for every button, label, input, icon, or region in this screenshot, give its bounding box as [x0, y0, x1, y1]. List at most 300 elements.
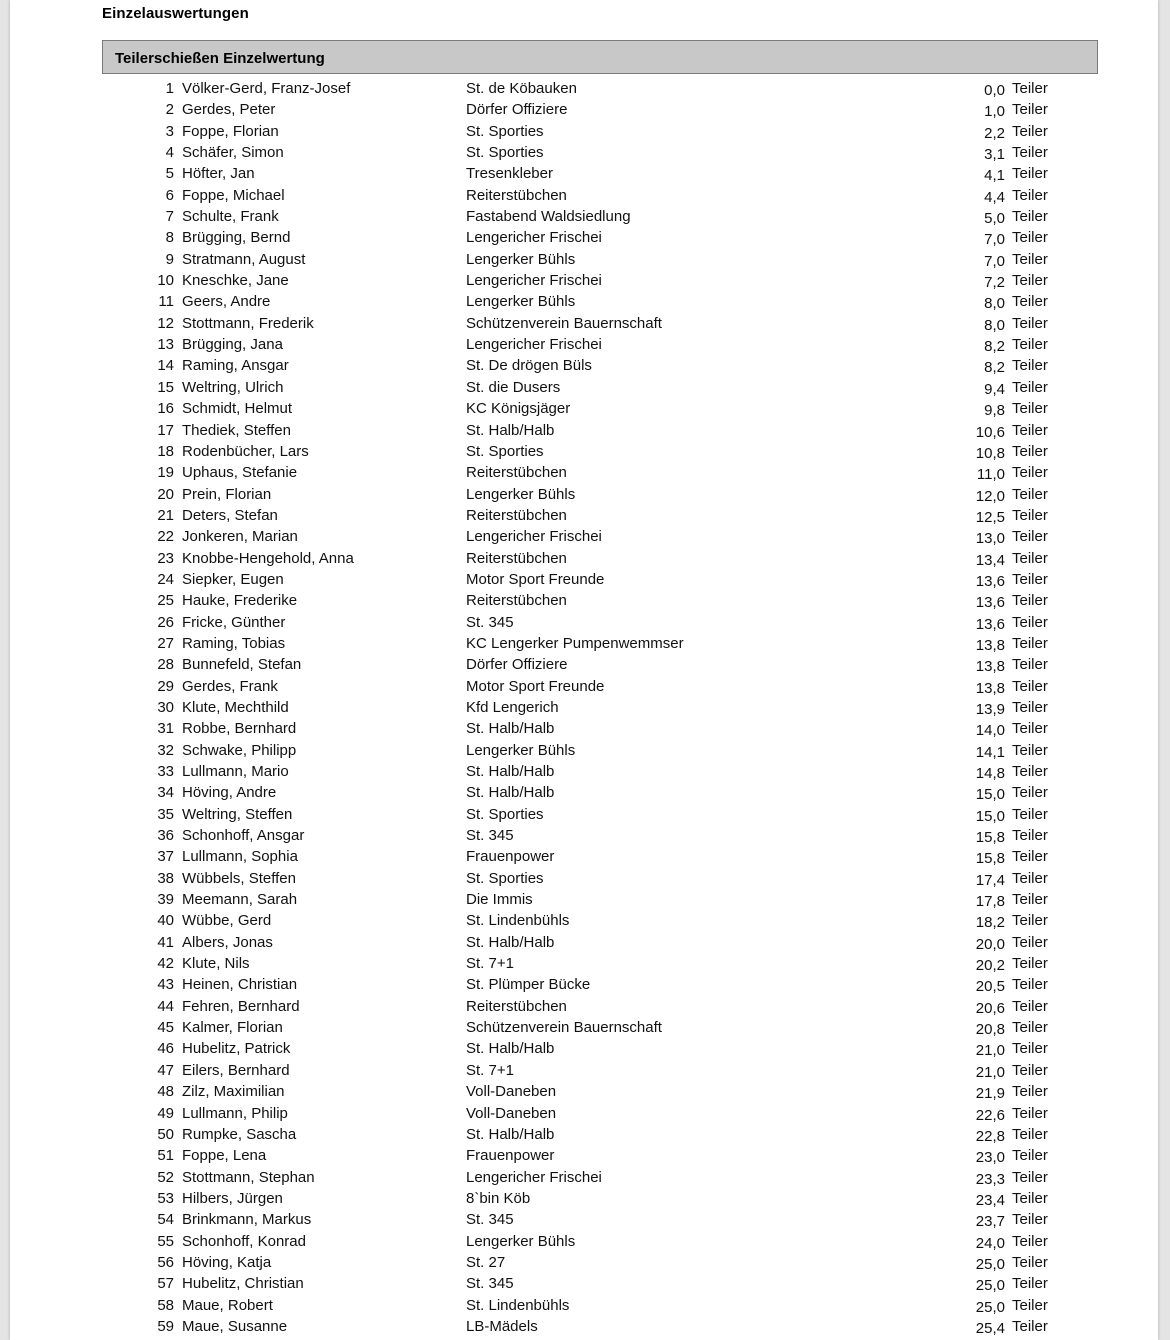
- result-row: [10, 1210, 1158, 1231]
- result-row: [10, 1061, 1158, 1082]
- result-row: [10, 911, 1158, 932]
- result-value: 2,2: [984, 124, 1005, 142]
- result-club: Lengericher Frischei: [466, 1168, 602, 1186]
- result-name: Eilers, Bernhard: [182, 1061, 290, 1079]
- result-club: Schützenverein Bauernschaft: [466, 1019, 662, 1037]
- result-club: Reiterstübchen: [466, 506, 567, 524]
- result-unit: Teiler: [1012, 1083, 1048, 1101]
- result-rank: 6: [165, 186, 174, 204]
- result-rank: 3: [165, 122, 174, 140]
- result-row: [10, 1146, 1158, 1167]
- result-rank: 53: [157, 1189, 174, 1207]
- result-row: [10, 1018, 1158, 1039]
- result-value: 23,3: [975, 1170, 1005, 1188]
- result-unit: Teiler: [1012, 677, 1048, 695]
- result-unit: Teiler: [1012, 421, 1048, 439]
- result-row: [10, 1039, 1158, 1060]
- result-value: 13,8: [975, 636, 1005, 654]
- result-row: [10, 1104, 1158, 1125]
- result-row: [10, 164, 1158, 185]
- result-row: [10, 613, 1158, 634]
- result-row: [10, 186, 1158, 207]
- result-rank: 39: [157, 891, 174, 909]
- result-name: Hubelitz, Christian: [182, 1275, 304, 1293]
- result-row: [10, 228, 1158, 249]
- result-value: 25,0: [975, 1298, 1005, 1316]
- result-value: 13,6: [975, 572, 1005, 590]
- result-club: St. 345: [466, 1211, 514, 1229]
- result-club: St. Halb/Halb: [466, 784, 555, 802]
- result-value: 20,6: [975, 999, 1005, 1017]
- result-name: Klute, Mechthild: [182, 698, 289, 716]
- result-club: St. Sporties: [466, 805, 544, 823]
- result-rank: 12: [157, 314, 174, 332]
- result-value: 4,4: [984, 188, 1005, 206]
- result-name: Schäfer, Simon: [182, 144, 284, 162]
- result-unit: Teiler: [1012, 976, 1048, 994]
- result-value: 25,0: [975, 1277, 1005, 1295]
- result-name: Schmidt, Helmut: [182, 400, 293, 418]
- result-club: Motor Sport Freunde: [466, 677, 605, 695]
- result-name: Lullmann, Philip: [182, 1104, 288, 1122]
- result-value: 8,0: [984, 295, 1005, 313]
- result-rank: 7: [165, 208, 174, 226]
- result-rank: 47: [157, 1061, 174, 1079]
- result-unit: Teiler: [1012, 592, 1048, 610]
- result-rank: 24: [157, 570, 174, 588]
- result-value: 13,4: [975, 551, 1005, 569]
- result-unit: Teiler: [1012, 1296, 1048, 1314]
- result-value: 13,0: [975, 530, 1005, 548]
- result-rank: 21: [157, 506, 174, 524]
- result-name: Uphaus, Stefanie: [182, 464, 298, 482]
- result-name: Robbe, Bernhard: [182, 720, 297, 738]
- result-row: [10, 634, 1158, 655]
- result-row: [10, 1189, 1158, 1210]
- result-value: 23,0: [975, 1149, 1005, 1167]
- result-rank: 9: [165, 250, 174, 268]
- result-row: [10, 954, 1158, 975]
- result-name: Raming, Tobias: [182, 634, 286, 652]
- result-row: [10, 506, 1158, 527]
- result-value: 4,1: [984, 167, 1005, 185]
- result-name: Meemann, Sarah: [182, 891, 298, 909]
- result-name: Prein, Florian: [182, 485, 272, 503]
- result-club: St. de Köbauken: [466, 80, 577, 97]
- result-name: Hubelitz, Patrick: [182, 1040, 291, 1058]
- result-value: 3,1: [984, 146, 1005, 164]
- result-club: KC Königsjäger: [466, 400, 571, 418]
- result-unit: Teiler: [1012, 464, 1048, 482]
- document-title: Einzelauswertungen: [102, 5, 249, 22]
- result-club: St. 27: [466, 1253, 506, 1271]
- result-rank: 54: [157, 1211, 174, 1229]
- result-rank: 44: [157, 997, 174, 1015]
- result-club: St. Halb/Halb: [466, 933, 555, 951]
- result-club: LB-Mädels: [466, 1317, 538, 1335]
- result-value: 13,9: [975, 700, 1005, 718]
- result-row: [10, 442, 1158, 463]
- result-rank: 55: [157, 1232, 174, 1250]
- result-rank: 16: [157, 400, 174, 418]
- result-club: Fastabend Waldsiedlung: [466, 208, 631, 226]
- result-name: Höving, Andre: [182, 784, 277, 802]
- result-name: Bunnefeld, Stefan: [182, 656, 302, 674]
- result-club: Schützenverein Bauernschaft: [466, 314, 662, 332]
- result-unit: Teiler: [1012, 1104, 1048, 1122]
- result-name: Maue, Susanne: [182, 1317, 288, 1335]
- result-rank: 42: [157, 955, 174, 973]
- result-name: Kneschke, Jane: [182, 272, 289, 290]
- result-rank: 43: [157, 976, 174, 994]
- result-name: Brügging, Jana: [182, 336, 283, 354]
- result-unit: Teiler: [1012, 229, 1048, 247]
- result-row: [10, 677, 1158, 698]
- result-unit: Teiler: [1012, 1211, 1048, 1229]
- result-rank: 51: [157, 1147, 174, 1165]
- result-club: Voll-Daneben: [466, 1083, 557, 1101]
- result-rank: 2: [165, 101, 174, 119]
- result-row: [10, 79, 1158, 100]
- result-value: 7,2: [984, 274, 1005, 292]
- result-name: Jonkeren, Marian: [182, 528, 298, 546]
- result-row: [10, 698, 1158, 719]
- result-rank: 56: [157, 1253, 174, 1271]
- result-value: 20,5: [975, 978, 1005, 996]
- result-row: [10, 207, 1158, 228]
- result-unit: Teiler: [1012, 613, 1048, 631]
- result-value: 15,0: [975, 786, 1005, 804]
- result-unit: Teiler: [1012, 912, 1048, 930]
- result-club: Lengerker Bühls: [466, 485, 576, 503]
- result-name: Schonhoff, Konrad: [182, 1232, 306, 1250]
- result-name: Zilz, Maximilian: [182, 1083, 285, 1101]
- result-rank: 34: [157, 784, 174, 802]
- result-row: [10, 421, 1158, 442]
- result-unit: Teiler: [1012, 144, 1048, 162]
- result-unit: Teiler: [1012, 101, 1048, 119]
- result-unit: Teiler: [1012, 827, 1048, 845]
- result-club: St. 345: [466, 1275, 514, 1293]
- result-unit: Teiler: [1012, 784, 1048, 802]
- result-club: St. Halb/Halb: [466, 1125, 555, 1143]
- result-value: 13,8: [975, 658, 1005, 676]
- result-row: [10, 292, 1158, 313]
- result-club: St. Sporties: [466, 442, 544, 460]
- result-value: 24,0: [975, 1234, 1005, 1252]
- result-unit: Teiler: [1012, 1317, 1048, 1335]
- result-unit: Teiler: [1012, 122, 1048, 140]
- result-club: Kfd Lengerich: [466, 698, 559, 716]
- result-row: [10, 975, 1158, 996]
- result-unit: Teiler: [1012, 1275, 1048, 1293]
- result-rank: 22: [157, 528, 174, 546]
- result-row: [10, 570, 1158, 591]
- result-value: 10,6: [975, 423, 1005, 441]
- result-unit: Teiler: [1012, 720, 1048, 738]
- result-club: St. Halb/Halb: [466, 720, 555, 738]
- result-row: [10, 1168, 1158, 1189]
- result-rank: 4: [165, 144, 174, 162]
- result-club: St. 345: [466, 827, 514, 845]
- result-row: [10, 1317, 1158, 1338]
- result-rank: 13: [157, 336, 174, 354]
- result-unit: Teiler: [1012, 1019, 1048, 1037]
- result-row: [10, 143, 1158, 164]
- result-value: 18,2: [975, 914, 1005, 932]
- result-name: Schwake, Philipp: [182, 741, 297, 759]
- result-name: Deters, Stefan: [182, 506, 278, 524]
- result-club: St. Sporties: [466, 869, 544, 887]
- result-row: [10, 1296, 1158, 1317]
- result-rank: 37: [157, 848, 174, 866]
- result-club: Reiterstübchen: [466, 186, 567, 204]
- result-value: 21,9: [975, 1085, 1005, 1103]
- result-row: [10, 271, 1158, 292]
- result-name: Maue, Robert: [182, 1296, 273, 1314]
- result-row: [10, 1253, 1158, 1274]
- result-name: Foppe, Lena: [182, 1147, 267, 1165]
- result-name: Hauke, Frederike: [182, 592, 298, 610]
- result-club: Dörfer Offiziere: [466, 101, 568, 119]
- result-club: Frauenpower: [466, 848, 555, 866]
- result-club: Lengerker Bühls: [466, 250, 576, 268]
- result-name: Höfter, Jan: [182, 165, 255, 183]
- result-rank: 59: [157, 1317, 174, 1335]
- result-row: [10, 485, 1158, 506]
- result-row: [10, 463, 1158, 484]
- results-list: [10, 79, 1158, 1338]
- result-value: 22,6: [975, 1106, 1005, 1124]
- result-rank: 50: [157, 1125, 174, 1143]
- result-name: Foppe, Florian: [182, 122, 279, 140]
- result-rank: 23: [157, 549, 174, 567]
- result-club: 8`bin Köb: [466, 1189, 531, 1207]
- result-unit: Teiler: [1012, 506, 1048, 524]
- result-row: [10, 378, 1158, 399]
- result-name: Thediek, Steffen: [182, 421, 291, 439]
- result-unit: Teiler: [1012, 1125, 1048, 1143]
- result-club: Lengericher Frischei: [466, 272, 602, 290]
- result-name: Rumpke, Sascha: [182, 1125, 297, 1143]
- result-value: 7,0: [984, 231, 1005, 249]
- result-unit: Teiler: [1012, 634, 1048, 652]
- result-value: 11,0: [976, 466, 1005, 484]
- result-unit: Teiler: [1012, 570, 1048, 588]
- result-rank: 45: [157, 1019, 174, 1037]
- result-row: [10, 719, 1158, 740]
- result-unit: Teiler: [1012, 1168, 1048, 1186]
- result-club: Reiterstübchen: [466, 549, 567, 567]
- result-rank: 15: [157, 378, 174, 396]
- result-name: Siepker, Eugen: [182, 570, 284, 588]
- result-rank: 8: [165, 229, 174, 247]
- result-club: St. Plümper Bücke: [466, 976, 591, 994]
- result-value: 12,0: [975, 487, 1005, 505]
- result-name: Rodenbücher, Lars: [182, 442, 309, 460]
- result-club: Reiterstübchen: [466, 997, 567, 1015]
- result-row: [10, 741, 1158, 762]
- result-unit: Teiler: [1012, 1189, 1048, 1207]
- result-value: 23,4: [975, 1191, 1005, 1209]
- result-name: Raming, Ansgar: [182, 357, 289, 375]
- result-row: [10, 335, 1158, 356]
- section-title: Teilerschießen Einzelwertung: [115, 50, 325, 67]
- result-value: 22,8: [975, 1127, 1005, 1145]
- result-unit: Teiler: [1012, 1253, 1048, 1271]
- result-name: Fehren, Bernhard: [182, 997, 300, 1015]
- result-rank: 33: [157, 763, 174, 780]
- result-unit: Teiler: [1012, 293, 1048, 311]
- result-value: 25,4: [975, 1319, 1005, 1337]
- result-unit: Teiler: [1012, 250, 1048, 268]
- result-row: [10, 122, 1158, 143]
- result-name: Kalmer, Florian: [182, 1019, 283, 1037]
- result-rank: 52: [157, 1168, 174, 1186]
- result-club: St. Halb/Halb: [466, 763, 555, 780]
- result-name: Brinkmann, Markus: [182, 1211, 312, 1229]
- result-unit: Teiler: [1012, 442, 1048, 460]
- result-value: 23,7: [975, 1213, 1005, 1231]
- result-rank: 49: [157, 1104, 174, 1122]
- result-rank: 48: [157, 1083, 174, 1101]
- result-name: Stottmann, Stephan: [182, 1168, 315, 1186]
- result-value: 10,8: [975, 444, 1005, 462]
- result-unit: Teiler: [1012, 805, 1048, 823]
- result-club: St. 7+1: [466, 955, 514, 973]
- result-name: Höving, Katja: [182, 1253, 272, 1271]
- result-name: Stottmann, Frederik: [182, 314, 314, 332]
- result-rank: 46: [157, 1040, 174, 1058]
- result-row: [10, 762, 1158, 783]
- result-unit: Teiler: [1012, 997, 1048, 1015]
- result-name: Foppe, Michael: [182, 186, 285, 204]
- result-name: Heinen, Christian: [182, 976, 298, 994]
- result-name: Wübbe, Gerd: [182, 912, 272, 930]
- result-row: [10, 1274, 1158, 1295]
- result-row: [10, 527, 1158, 548]
- result-rank: 27: [157, 634, 174, 652]
- result-club: St. 7+1: [466, 1061, 514, 1079]
- result-unit: Teiler: [1012, 763, 1048, 780]
- result-unit: Teiler: [1012, 1061, 1048, 1079]
- result-rank: 30: [157, 698, 174, 716]
- result-rank: 5: [165, 165, 174, 183]
- result-value: 15,8: [975, 850, 1005, 868]
- result-club: Voll-Daneben: [466, 1104, 557, 1122]
- result-rank: 17: [157, 421, 174, 439]
- section-header: [102, 40, 1098, 74]
- result-unit: Teiler: [1012, 485, 1048, 503]
- result-club: St. Sporties: [466, 144, 544, 162]
- result-club: St. die Dusers: [466, 378, 561, 396]
- result-unit: Teiler: [1012, 314, 1048, 332]
- result-unit: Teiler: [1012, 955, 1048, 973]
- result-name: Schonhoff, Ansgar: [182, 827, 305, 845]
- result-value: 14,0: [975, 722, 1005, 740]
- result-unit: Teiler: [1012, 741, 1048, 759]
- result-value: 13,6: [975, 615, 1005, 633]
- result-unit: Teiler: [1012, 698, 1048, 716]
- result-unit: Teiler: [1012, 165, 1048, 183]
- result-name: Schulte, Frank: [182, 208, 279, 226]
- result-club: Motor Sport Freunde: [466, 570, 605, 588]
- result-rank: 25: [157, 592, 174, 610]
- result-value: 13,6: [975, 594, 1005, 612]
- result-name: Weltring, Ulrich: [182, 378, 284, 396]
- result-club: St. Halb/Halb: [466, 421, 555, 439]
- result-value: 20,0: [975, 935, 1005, 953]
- result-rank: 1: [165, 80, 174, 97]
- result-value: 15,8: [975, 829, 1005, 847]
- result-name: Weltring, Steffen: [182, 805, 293, 823]
- result-rank: 11: [158, 293, 174, 311]
- result-value: 0,0: [984, 82, 1005, 99]
- result-club: Lengerker Bühls: [466, 293, 576, 311]
- result-rank: 14: [157, 357, 174, 375]
- result-value: 8,2: [984, 359, 1005, 377]
- result-unit: Teiler: [1012, 891, 1048, 909]
- result-rank: 41: [157, 933, 174, 951]
- result-club: Lengerker Bühls: [466, 741, 576, 759]
- result-unit: Teiler: [1012, 186, 1048, 204]
- result-row: [10, 826, 1158, 847]
- result-unit: Teiler: [1012, 1040, 1048, 1058]
- result-rank: 40: [157, 912, 174, 930]
- result-name: Fricke, Günther: [182, 613, 286, 631]
- result-name: Völker-Gerd, Franz-Josef: [182, 80, 351, 97]
- result-row: [10, 314, 1158, 335]
- result-row: [10, 399, 1158, 420]
- result-club: Frauenpower: [466, 1147, 555, 1165]
- result-row: [10, 1125, 1158, 1146]
- result-row: [10, 783, 1158, 804]
- result-unit: Teiler: [1012, 272, 1048, 290]
- result-name: Lullmann, Sophia: [182, 848, 298, 866]
- result-rank: 38: [157, 869, 174, 887]
- result-club: Lengericher Frischei: [466, 528, 602, 546]
- result-club: St. Lindenbühls: [466, 912, 570, 930]
- result-name: Geers, Andre: [182, 293, 271, 311]
- result-value: 20,8: [975, 1021, 1005, 1039]
- result-rank: 35: [157, 805, 174, 823]
- result-club: Reiterstübchen: [466, 464, 567, 482]
- result-unit: Teiler: [1012, 400, 1048, 418]
- result-value: 20,2: [975, 957, 1005, 975]
- result-unit: Teiler: [1012, 549, 1048, 567]
- result-value: 1,0: [984, 103, 1005, 121]
- result-rank: 20: [157, 485, 174, 503]
- result-value: 7,0: [984, 252, 1005, 270]
- result-row: [10, 549, 1158, 570]
- result-unit: Teiler: [1012, 1147, 1048, 1165]
- result-name: Albers, Jonas: [182, 933, 273, 951]
- result-value: 5,0: [984, 210, 1005, 228]
- result-unit: Teiler: [1012, 357, 1048, 375]
- result-value: 25,0: [975, 1255, 1005, 1273]
- result-club: Reiterstübchen: [466, 592, 567, 610]
- result-unit: Teiler: [1012, 208, 1048, 226]
- result-rank: 31: [157, 720, 174, 738]
- result-value: 17,8: [975, 893, 1005, 911]
- result-club: Lengericher Frischei: [466, 229, 602, 247]
- result-club: Dörfer Offiziere: [466, 656, 568, 674]
- result-row: [10, 655, 1158, 676]
- result-rank: 18: [157, 442, 174, 460]
- result-value: 21,0: [975, 1063, 1005, 1081]
- result-unit: Teiler: [1012, 1232, 1048, 1250]
- result-value: 15,0: [975, 807, 1005, 825]
